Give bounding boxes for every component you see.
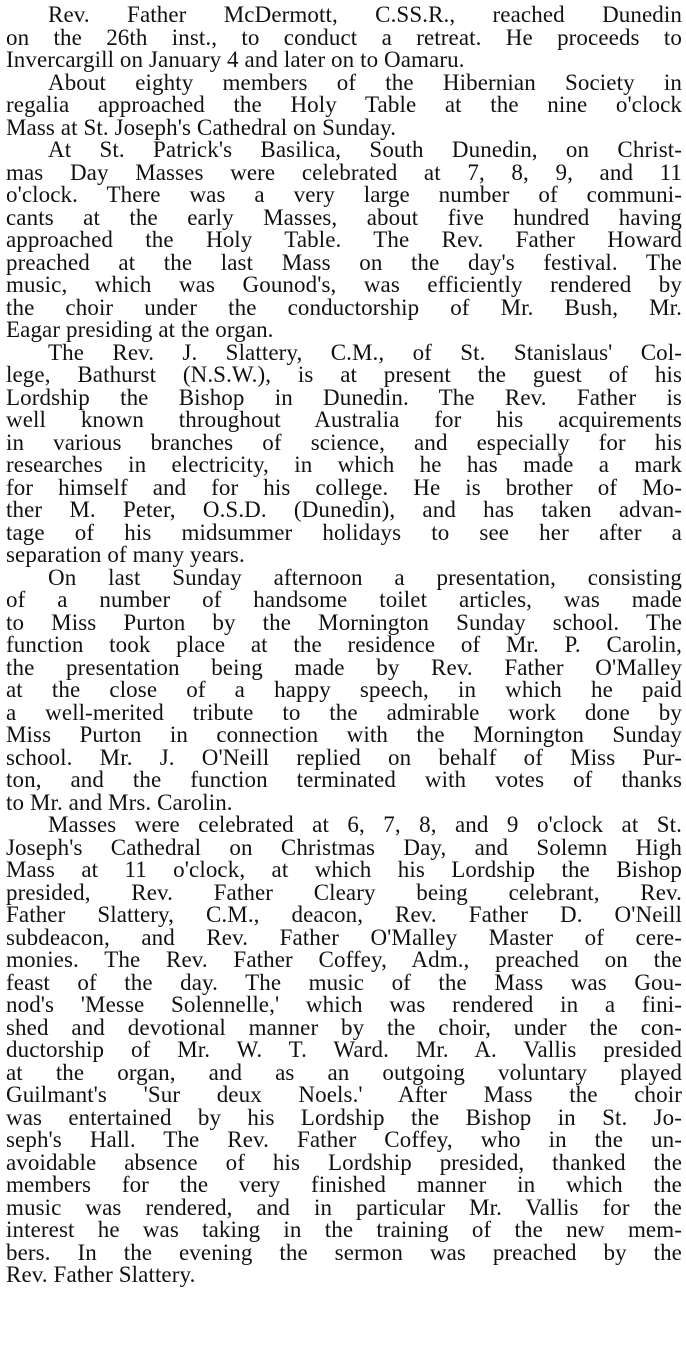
text-line: Rev. Father McDermott, C.SS.R., reached Dunedin [48, 2, 682, 27]
text-line: well known throughout Australia for his acquirements [6, 407, 682, 432]
text-line: bers. In the evening the sermon was preached by the [6, 1239, 682, 1265]
text-line: of a number of handsome toilet articles, was made [6, 587, 682, 612]
article-body [6, 4, 682, 1287]
paragraph-christmas-masses-cathedral [6, 814, 682, 1287]
text-line: Father Slattery, C.M., deacon, Rev. Father D. O'Neill [6, 902, 682, 927]
text-line: Mass at St. Joseph's Cathedral on Sunday. [6, 114, 397, 140]
text-line: researches in electricity, in which he has made a mark [6, 452, 682, 477]
text-line: ther M. Peter, O.S.D. (Dunedin), and has taken advan- [6, 497, 682, 522]
paragraph-hibernian-society [6, 69, 682, 140]
text-line: tage of his midsummer holidays to see her after a [6, 519, 682, 545]
text-line: About eighty members of the Hibernian Society in [48, 69, 682, 95]
text-line: to Miss Purton by the Mornington Sunday school. The [6, 609, 682, 635]
text-line: Miss Purton in connection with the Mornington Sunday [6, 722, 682, 747]
text-line: subdeacon, and Rev. Father O'Malley Master of cere- [6, 924, 682, 950]
text-line: school. Mr. J. O'Neill replied on behalf of Miss Pur- [6, 744, 682, 770]
text-line: in various branches of science, and especially for his [6, 429, 682, 455]
text-line: shed and devotional manner by the choir, under the con- [6, 1014, 682, 1040]
text-line: Masses were celebrated at 6, 7, 8, and 9 o'clock at St. [48, 812, 682, 837]
text-line: the presentation being made by Rev. Father O'Malley [6, 654, 682, 680]
text-line: cants at the early Masses, about five hundred having [6, 204, 682, 230]
text-line: On last Sunday afternoon a presentation, consisting [48, 564, 682, 590]
text-line: at the close of a happy speech, in which he paid [6, 677, 682, 702]
text-line: to Mr. and Mrs. Carolin. [6, 789, 233, 815]
text-line: the choir under the conductorship of Mr. Bush, Mr. [6, 294, 682, 320]
text-line: monies. The Rev. Father Coffey, Adm., preached on the [6, 947, 682, 972]
text-line: nod's 'Messe Solennelle,' which was rendered in a fini- [6, 992, 682, 1017]
text-line: members for the very finished manner in which the [6, 1172, 682, 1197]
text-line: music was rendered, and in particular Mr. Vallis for the [6, 1194, 682, 1220]
text-line: ton, and the function terminated with votes of thanks [6, 767, 682, 792]
text-line: separation of many years. [6, 542, 245, 567]
text-line: feast of the day. The music of the Mass was Gou- [6, 969, 682, 995]
text-line: at the organ, and as an outgoing voluntary played [6, 1059, 682, 1085]
text-line: lege, Bathurst (N.S.W.), is at present the guest of his [6, 362, 682, 387]
text-line: regalia approached the Holy Table at the nine o'clock [6, 92, 682, 117]
text-line: o'clock. There was a very large number of communi- [6, 182, 682, 207]
text-line: Guilmant's 'Sur deux Noels.' After Mass the choir [6, 1082, 682, 1107]
text-line: Eagar presiding at the organ. [6, 317, 274, 342]
text-line: ductorship of Mr. W. T. Ward. Mr. A. Vallis presided [6, 1037, 682, 1062]
text-line: music, which was Gounod's, was efficiently rendered by [6, 272, 682, 297]
text-line: The Rev. J. Slattery, C.M., of St. Stanislaus' Col- [48, 339, 682, 365]
paragraph-rev-slattery [6, 339, 682, 567]
text-line: Invercargill on January 4 and later on to Oamaru. [6, 47, 465, 72]
text-line: At St. Patrick's Basilica, South Dunedin, on Christ- [48, 137, 682, 162]
text-line: function took place at the residence of Mr. P. Carolin, [6, 632, 682, 657]
paragraph-st-patricks-basilica [6, 139, 682, 342]
text-line: on the 26th inst., to conduct a retreat. He proceeds to [6, 24, 682, 50]
text-line: Lordship the Bishop in Dunedin. The Rev. Father is [6, 384, 682, 410]
text-line: for himself and for his college. He is brother of Mo- [6, 474, 682, 500]
paragraph-mcdermott-retreat [6, 4, 682, 72]
text-line: presided, Rev. Father Cleary being celebrant, Rev. [6, 879, 682, 905]
text-line: Rev. Father Slattery. [6, 1262, 196, 1287]
text-line: mas Day Masses were celebrated at 7, 8, 9, and 11 [6, 159, 682, 185]
text-line: seph's Hall. The Rev. Father Coffey, who in the un- [6, 1127, 682, 1152]
text-line: was entertained by his Lordship the Bishop in St. Jo- [6, 1104, 682, 1130]
text-line: a well-merited tribute to the admirable work done by [6, 699, 682, 725]
text-line: Mass at 11 o'clock, at which his Lordship the Bishop [6, 857, 682, 882]
paragraph-presentation-miss-purton [6, 564, 682, 815]
text-line: avoidable absence of his Lordship presided, thanked the [6, 1149, 682, 1175]
text-line: interest he was taking in the training of the new mem- [6, 1217, 682, 1242]
text-line: approached the Holy Table. The Rev. Father Howard [6, 227, 682, 252]
text-line: Joseph's Cathedral on Christmas Day, and Solemn High [6, 834, 682, 860]
text-line: preached at the last Mass on the day's festival. The [6, 249, 682, 275]
